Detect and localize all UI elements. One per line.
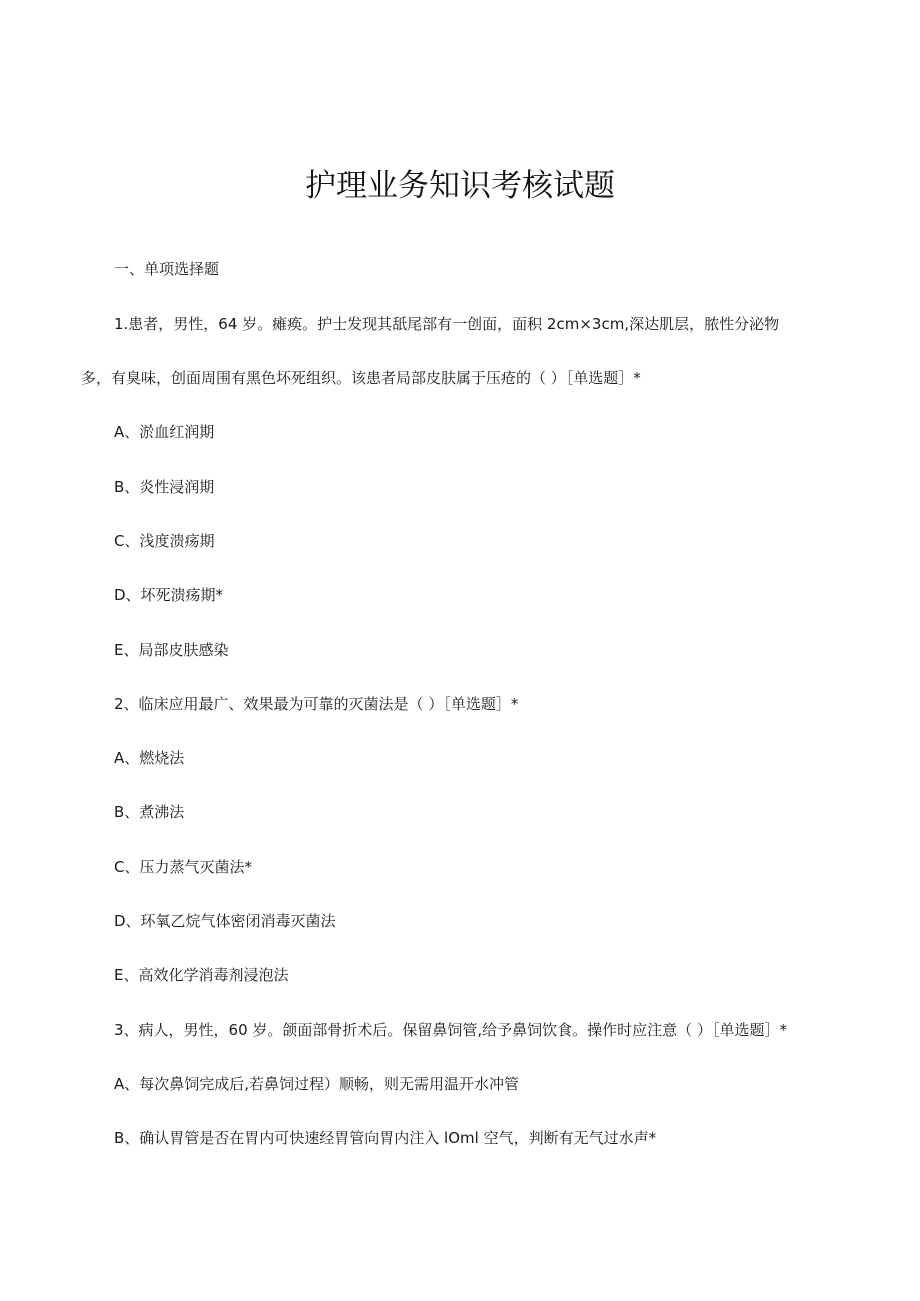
question-3-option-a: A、每次鼻饲完成后,若鼻饲过程）顺畅，则无需用温开水冲管 bbox=[114, 1075, 520, 1093]
question-2-option-d: D、环氧乙烷气体密闭消毒灭菌法 bbox=[114, 912, 336, 930]
question-2-option-c: C、压力蒸气灭菌法* bbox=[114, 858, 252, 876]
question-1-stem-line-1: 1.患者，男性，64 岁。瘫痪。护士发现其舐尾部有一创面，面积 2cm×3cm,深达肌层，脓性分泌物 bbox=[114, 315, 780, 333]
question-3-option-b: B、确认胃管是否在胃内可快速经胃管向胃内注入 lOml 空气，判断有无气过水声* bbox=[114, 1129, 657, 1147]
section-heading: 一、单项选择题 bbox=[114, 260, 220, 278]
page-title: 护理业务知识考核试题 bbox=[305, 168, 615, 204]
question-3-stem: 3、病人，男性，60 岁。颌面部骨折术后。保留鼻饲管,给予鼻饲饮食。操作时应注意（ ）［单选题］* bbox=[114, 1021, 787, 1039]
question-2-option-a: A、燃烧法 bbox=[114, 749, 185, 767]
question-1-option-d: D、坏死溃疡期* bbox=[114, 586, 224, 604]
question-2-stem: 2、临床应用最广、效果最为可靠的灭菌法是（ ）［单选题］* bbox=[114, 695, 519, 713]
question-1-option-b: B、炎性浸润期 bbox=[114, 478, 215, 496]
question-1-stem-line-2: 多，有臭味，创面周围有黑色坏死组织。该患者局部皮肤属于压疮的（ ）［单选题］* bbox=[81, 369, 641, 387]
question-1-option-c: C、浅度溃疡期 bbox=[114, 532, 215, 550]
question-2-option-b: B、煮沸法 bbox=[114, 803, 185, 821]
question-1-option-e: E、局部皮肤感染 bbox=[114, 641, 229, 659]
question-1-option-a: A、淤血红润期 bbox=[114, 423, 215, 441]
question-2-option-e: E、高效化学消毒剂浸泡法 bbox=[114, 966, 289, 984]
